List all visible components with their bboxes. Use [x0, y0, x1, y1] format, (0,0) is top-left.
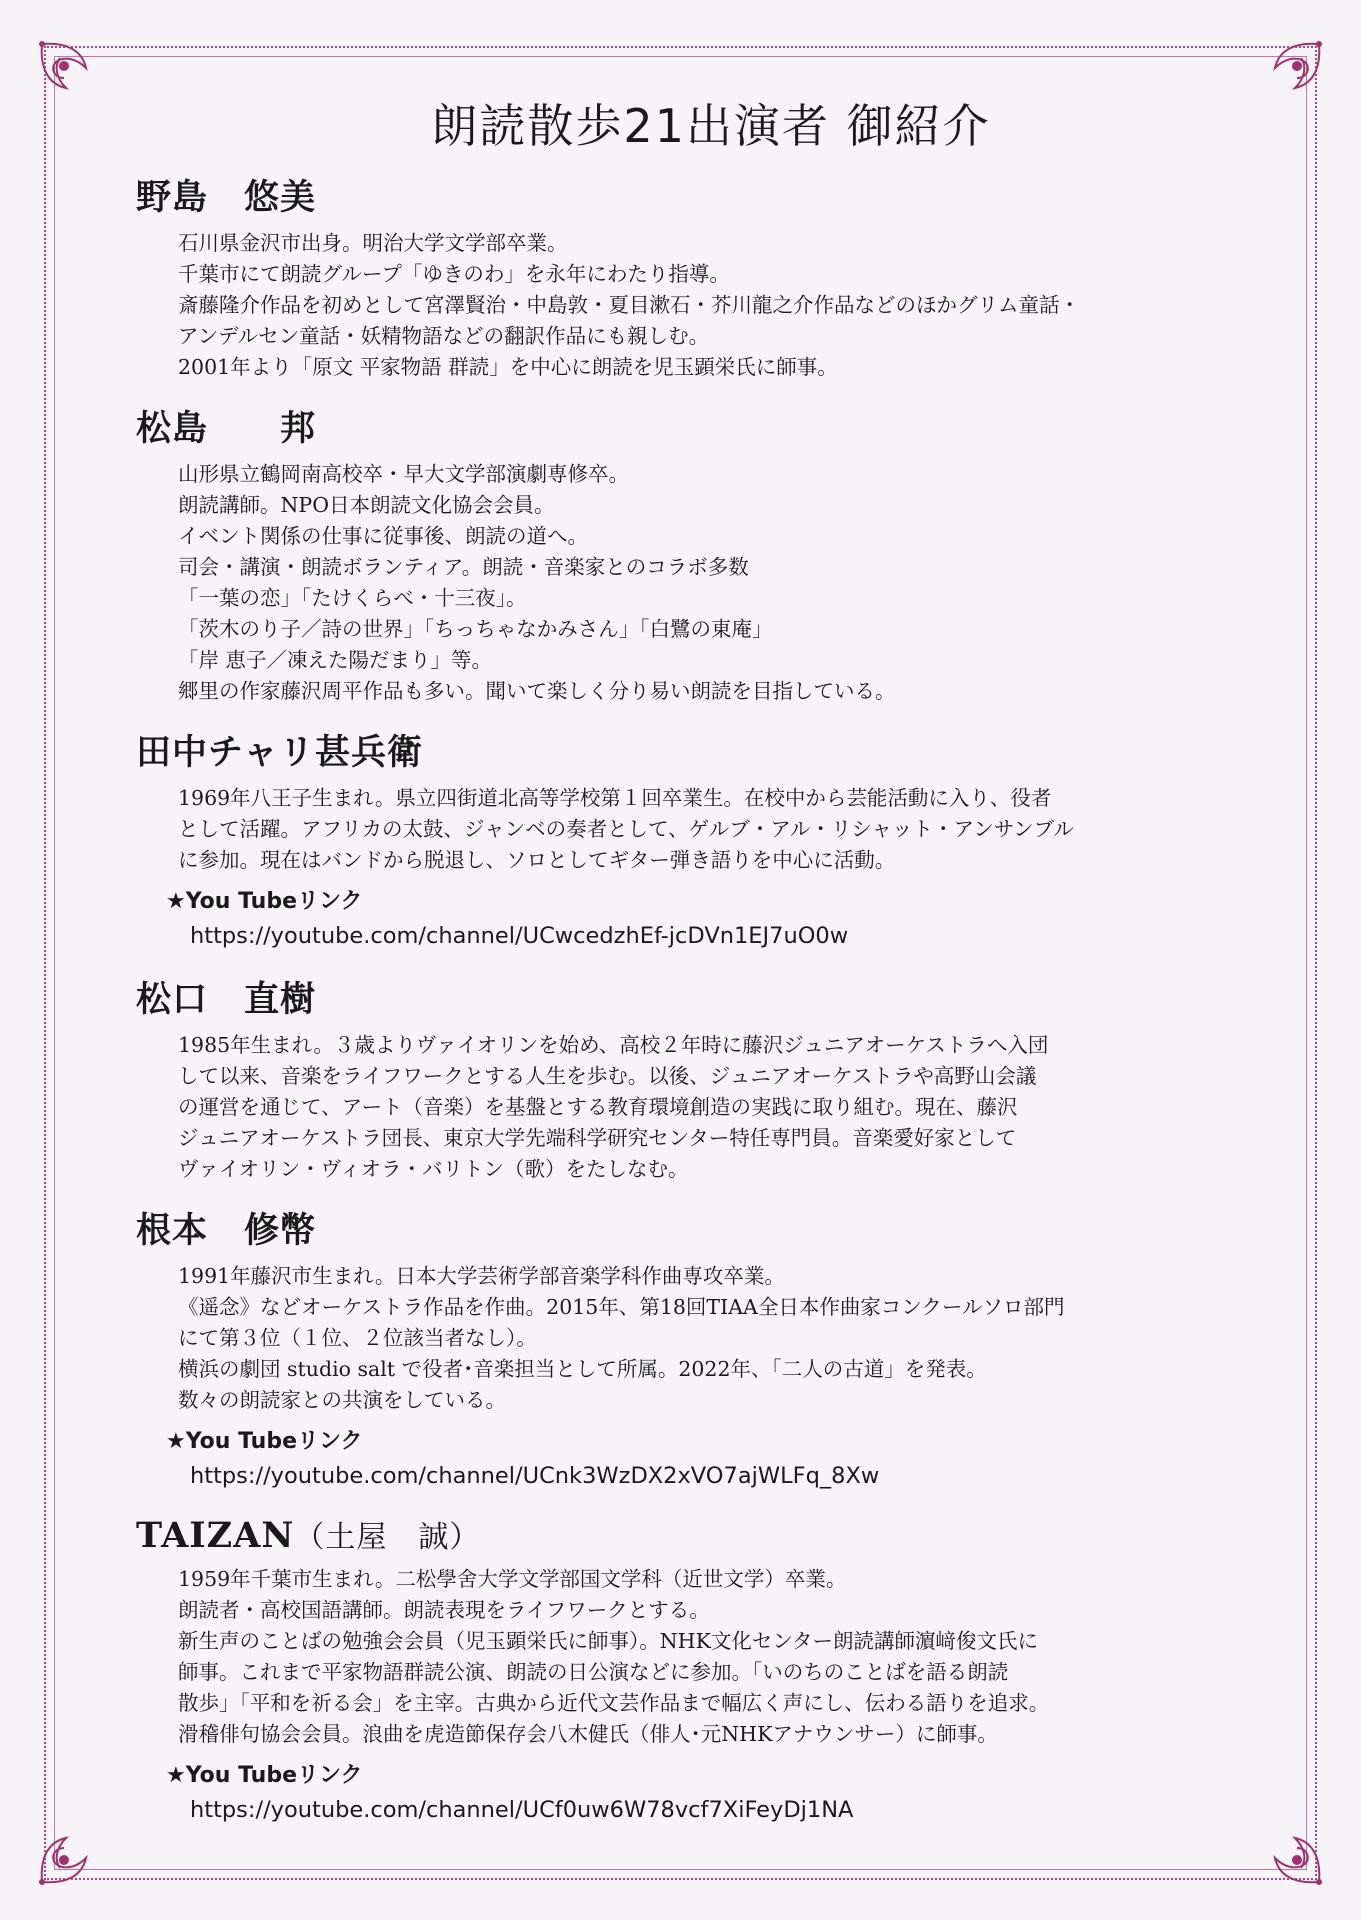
- performer-name-text: 松島 邦: [136, 408, 317, 449]
- performer-name-text: 田中チャリ甚兵衛: [136, 732, 423, 773]
- performer-name-reading: （土屋 誠）: [294, 1520, 481, 1555]
- bio-line: 郷里の作家藤沢周平作品も多い。聞いて楽しく分り易い朗読を目指している。: [178, 679, 896, 703]
- performer-bio: [178, 1564, 1256, 1750]
- bio-line: 石川県金沢市出身。明治大学文学部卒業。: [178, 231, 568, 255]
- bio-line: 「岸 恵子／凍えた陽だまり」等。: [178, 648, 493, 672]
- bio-line: 師事。これまで平家物語群読公演、朗読の日公演などに参加。「いのちのことばを語る朗読: [178, 1660, 1009, 1684]
- youtube-link-label: ★You Tubeリンク: [166, 1763, 363, 1788]
- bio-line: 横浜の劇団 studio salt で役者･音楽担当として所属。2022年、「二人の古道」を発表。: [178, 1357, 987, 1381]
- bio-line: 滑稽俳句協会会員。浪曲を虎造節保存会八木健氏（俳人･元NHKアナウンサー）に師事。: [178, 1722, 998, 1746]
- bio-line: として活躍。アフリカの太鼓、ジャンベの奏者として、ゲルブ・アル・リシャット・アンサンブル: [178, 817, 1074, 841]
- bio-line: 2001年より「原文 平家物語 群読」を中心に朗読を児玉顕栄氏に師事。: [178, 355, 838, 379]
- performer-section: [126, 401, 1256, 707]
- bio-line: 《遥念》などオーケストラ作品を作曲。2015年、第18回TIAA全日本作曲家コンクールソロ部門: [178, 1295, 1065, 1319]
- youtube-link-block: [166, 886, 1256, 954]
- performer-name-text: TAIZAN: [136, 1515, 295, 1556]
- bio-line: の運営を通じて、アート（音楽）を基盤とする教育環境創造の実践に取り組む。現在、藤沢: [178, 1095, 1018, 1119]
- bio-line: ヴァイオリン・ヴィオラ・バリトン（歌）をたしなむ。: [178, 1157, 689, 1181]
- performer-name-text: 松口 直樹: [136, 979, 317, 1020]
- performer-section: [126, 972, 1256, 1185]
- performer-list: [126, 170, 1256, 1828]
- youtube-link-label: ★You Tubeリンク: [166, 889, 363, 914]
- performer-section: [126, 725, 1256, 954]
- bio-line: して以来、音楽をライフワークとする人生を歩む。以後、ジュニアオーケストラや高野山会議: [178, 1064, 1037, 1088]
- performer-name: [136, 972, 1256, 1022]
- bio-line: に参加。現在はバンドから脱退し、ソロとしてギター弾き語りを中心に活動。: [178, 848, 896, 872]
- corner-ornament-icon: [1255, 1818, 1325, 1888]
- performer-name: [136, 401, 1256, 451]
- bio-line: 1969年八王子生まれ。県立四街道北高等学校第１回卒業生。在校中から芸能活動に入り、役者: [178, 786, 1052, 810]
- performer-bio: [178, 1261, 1256, 1416]
- performer-section: [126, 170, 1256, 383]
- bio-line: 1959年千葉市生まれ。二松學舍大学文学部国文学科（近世文学）卒業。: [178, 1567, 847, 1591]
- performer-bio: [178, 1030, 1256, 1185]
- bio-line: 朗読講師。NPO日本朗読文化協会会員。: [178, 493, 555, 517]
- corner-ornament-icon: [36, 38, 106, 108]
- bio-line: 1985年生まれ。３歳よりヴァイオリンを始め、高校２年時に藤沢ジュニアオーケストラへ入団: [178, 1033, 1049, 1057]
- performer-name: [136, 1203, 1256, 1253]
- bio-line: イベント関係の仕事に従事後、朗読の道へ。: [178, 524, 588, 548]
- performer-bio: [178, 783, 1256, 876]
- bio-line: 散歩」「平和を祈る会」を主宰。古典から近代文芸作品まで幅広く声にし、伝わる語りを追求。: [178, 1691, 1050, 1715]
- performer-name: [136, 725, 1256, 775]
- corner-ornament-icon: [36, 1818, 106, 1888]
- bio-line: 「一葉の恋」「たけくらべ・十三夜」。: [178, 586, 527, 610]
- performer-bio: [178, 228, 1256, 383]
- bio-line: にて第３位（１位、２位該当者なし）。: [178, 1326, 537, 1350]
- bio-line: ジュニアオーケストラ団長、東京大学先端科学研究センター特任専門員。音楽愛好家として: [178, 1126, 1017, 1150]
- corner-ornament-icon: [1255, 38, 1325, 108]
- bio-line: 千葉市にて朗読グループ「ゆきのわ」を永年にわたり指導。: [178, 262, 730, 286]
- bio-line: 斎藤隆介作品を初めとして宮澤賢治・中島敦・夏目漱石・芥川龍之介作品などのほかグリム童話・: [178, 293, 1080, 317]
- youtube-link-url[interactable]: https://youtube.com/channel/UCnk3WzDX2xVO7ajWLFq_8Xw: [190, 1463, 880, 1489]
- performer-name-text: 野島 悠美: [136, 177, 317, 218]
- performer-name: [136, 170, 1256, 220]
- youtube-link-url[interactable]: https://youtube.com/channel/UCf0uw6W78vcf7XiFeyDj1NA: [190, 1797, 854, 1823]
- bio-line: 数々の朗読家との共演をしている。: [178, 1388, 506, 1412]
- youtube-link-url[interactable]: https://youtube.com/channel/UCwcedzhEf-jcDVn1EJ7uO0w: [190, 923, 849, 949]
- bio-line: 山形県立鶴岡南高校卒・早大文学部演劇専修卒。: [178, 462, 629, 486]
- bio-line: 朗読者・高校国語講師。朗読表現をライフワークとする。: [178, 1598, 710, 1622]
- bio-line: 「茨木のり子／詩の世界」「ちっちゃなかみさん」「白鷺の東庵」: [178, 617, 773, 641]
- bio-line: 新生声のことばの勉強会会員（児玉顕栄氏に師事）。NHK文化センター朗読講師濵﨑俊文氏に: [178, 1629, 1039, 1653]
- bio-line: 司会・講演・朗読ボランティア。朗読・音楽家とのコラボ多数: [178, 555, 749, 579]
- document-page: [126, 90, 1256, 1846]
- youtube-link-label: ★You Tubeリンク: [166, 1429, 363, 1454]
- youtube-link-block: [166, 1760, 1256, 1828]
- performer-name: [136, 1512, 1256, 1556]
- performer-name-text: 根本 修幣: [136, 1210, 317, 1251]
- performer-section: [126, 1512, 1256, 1828]
- performer-bio: [178, 459, 1256, 707]
- bio-line: アンデルセン童話・妖精物語などの翻訳作品にも親しむ。: [178, 324, 710, 348]
- performer-section: [126, 1203, 1256, 1494]
- page-title: 朗読散歩21出演者 御紹介: [431, 99, 991, 153]
- youtube-link-block: [166, 1426, 1256, 1494]
- bio-line: 1991年藤沢市生まれ。日本大学芸術学部音楽学科作曲専攻卒業。: [178, 1264, 785, 1288]
